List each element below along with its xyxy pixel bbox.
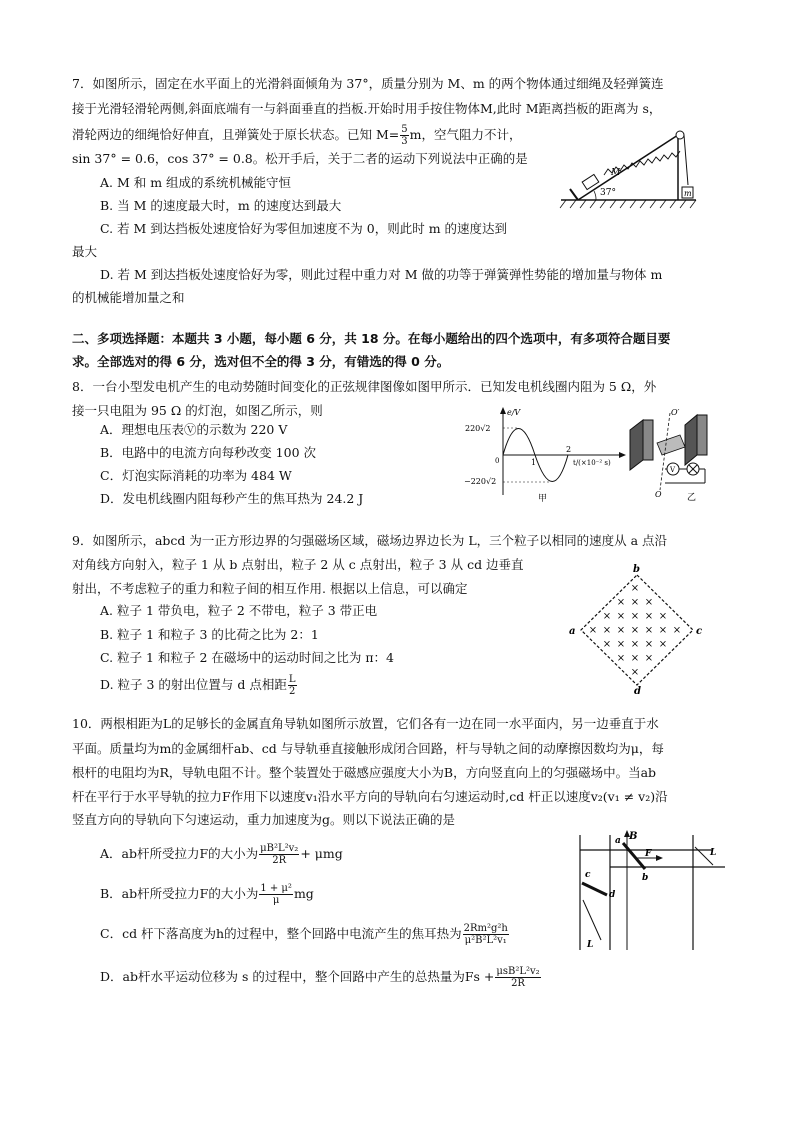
q10-label-b: b [642,873,649,883]
q9-field-cross: × [644,639,654,650]
q10-option-a-text: A．ab杆所受拉力F的大小为 [100,846,259,861]
q8-ylabel: e/V [507,408,521,417]
q10-line4: 杆在平行于水平导轨的拉力F作用下以速度v₁沿水平方向的导轨向右匀速运动时,cd 杆正以速度v₂(v₁ ≠ v₂)沿 [72,789,668,804]
q9-field-cross: × [658,639,668,650]
q7-line3 [72,124,521,147]
q9-field-cross: × [630,639,640,650]
q7-option-d[interactable]: D. 若 M 到达挡板处速度恰好为零，则此过程中重力对 M 做的功等于弹簧弹性势能的增加量与物体 m [100,267,663,282]
q10-option-a-fraction: $\frac{\text{μB²L²v₂}}{2R}$ [260,843,299,866]
q10-label-d: d [609,890,616,900]
q10-option-d-text: D．ab杆水平运动位移为 s 的过程中，整个回路中产生的总热量为Fs + [100,969,495,984]
q8-line2: 接一只电阻为 95 Ω 的灯泡，如图乙所示，则 [72,403,323,418]
q7-angle-label: 37° [600,188,616,198]
q8-option-b[interactable]: B．电路中的电流方向每秒改变 100 次 [100,445,316,460]
q10-option-c-text: C．cd 杆下落高度为h的过程中，整个回路中电流产生的焦耳热为 [100,926,462,941]
q9-field-cross: × [602,625,612,636]
q9-field-cross: × [658,625,668,636]
q7-line4: sin 37° = 0.6，cos 37° = 0.8。松开手后，关于二者的运动下列说法中正确的是 [72,151,528,166]
q9-field-cross: × [616,611,626,622]
q10-line3: 根杆的电阻均为R，导轨电阻不计。整个装置处于磁感应强度大小为B，方向竖直向上的匀强磁场中。当ab [72,765,657,780]
q8-generator-figure [625,405,725,505]
section2-header-line1: 二、多项选择题：本题共 3 小题，每小题 6 分，共 18 分。在每小题给出的四个选项中，有多项符合题目要 [72,331,671,346]
q10-line1: 10．两根相距为L的足够长的金属直角导轨如图所示放置，它们各有一边在同一水平面内，另一边垂直于水 [72,716,659,731]
q10-option-a-tail: + μmg [300,846,343,861]
q8-caption-left: 甲 [538,494,548,504]
q8-origin: 0 [495,457,500,465]
q10-option-d-fraction: $\frac{\text{μsB²L²v₂}}{2R}$ [496,966,540,989]
q9-field-cross: × [630,611,640,622]
q9-option-b[interactable]: B. 粒子 1 和粒子 3 的比荷之比为 2：1 [100,627,319,642]
q9-label-a: a [569,626,576,637]
q10-option-b-text: B．ab杆所受拉力F的大小为 [100,886,259,901]
q9-line3: 射出，不考虑粒子的重力和粒子间的相互作用. 根据以上信息，可以确定 [72,581,468,596]
q8-ymax: 220√2 [465,424,491,433]
q8-voltmeter-symbol: V [670,466,676,474]
q10-label-B: B [629,831,638,842]
q7-label-M: M [611,168,621,178]
q10-label-F: F [645,849,652,859]
q7-line1: 7．如图所示，固定在水平面上的光滑斜面倾角为 37°，质量分别为 M、m 的两个物体通过细绳及轻弹簧连 [72,76,664,91]
q8-option-a[interactable]: A．理想电压表Ⓥ的示数为 220 V [100,422,288,437]
q8-option-c[interactable]: C．灯泡实际消耗的功率为 484 W [100,468,292,483]
q8-ymin: −220√2 [464,477,497,486]
q8-option-d[interactable]: D．发电机线圈内阻每秒产生的焦耳热为 24.2 J [100,491,364,506]
q10-option-d[interactable] [100,966,542,989]
q9-field-cross: × [672,625,682,636]
q10-option-a[interactable] [100,843,343,866]
q8-tick2: 2 [566,445,572,454]
q9-field-cross: × [602,611,612,622]
q9-field-cross: × [616,597,626,608]
q10-option-c-fraction: $\frac{\text{2Rm²g²h}}{\text{μ²B²L²v₁}}$ [463,923,508,946]
q9-field-cross: × [616,653,626,664]
q7-line3b: m，空气阻力不计， [409,127,522,142]
q9-label-c: c [696,626,703,637]
q10-line2: 平面。质量均为m的金属细杆ab、cd 与导轨垂直接触形成闭合回路，杆与导轨之间的动摩擦因数均为μ，每 [72,741,664,756]
q9-field-cross: × [630,597,640,608]
q10-label-a: a [615,836,621,846]
q9-field-cross: × [602,639,612,650]
q9-field-cross: × [630,667,640,678]
q7-mass-ratio: $\frac{5}{3}$ [401,124,408,147]
q9-field-cross: × [616,639,626,650]
q9-field-cross: × [658,611,668,622]
q10-option-c[interactable] [100,923,510,946]
q10-option-b[interactable] [100,883,314,906]
q9-field-cross: × [644,597,654,608]
q9-field-cross: × [630,625,640,636]
q8-caption-right: 乙 [687,493,697,503]
q10-label-L2: L [587,940,594,950]
q9-option-c[interactable]: C. 粒子 1 和粒子 2 在磁场中的运动时间之比为 π：4 [100,650,395,665]
q9-field-cross: × [630,653,640,664]
q9-field-cross: × [588,625,598,636]
q9-magnetic-field-figure [565,560,705,695]
q9-field-cross: × [630,583,640,594]
q9-field-cross: × [616,625,626,636]
q7-line3a: 滑轮两边的细绳恰好伸直，且弹簧处于原长状态。已知 M= [72,127,400,142]
q8-line1: 8．一台小型发电机产生的电动势随时间变化的正弦规律图像如图甲所示．已知发电机线圈内阻为 5 Ω，外 [72,379,657,394]
q9-option-d-text: D. 粒子 3 的射出位置与 d 点相距 [100,677,287,692]
q10-label-L1: L [710,848,717,858]
q7-option-c[interactable]: C. 若 M 到达挡板处速度恰好为零但加速度不为 0，则此时 m 的速度达到 [100,221,508,236]
q8-label-O2: O′ [671,408,680,417]
q9-line1: 9．如图所示，abcd 为一正方形边界的匀强磁场区域，磁场边界边长为 L，三个粒子以相同的速度从 a 点沿 [72,533,668,548]
q10-rails-figure [565,825,730,955]
q10-label-c: c [585,870,591,880]
q9-field-cross: × [644,625,654,636]
q7-option-c-cont: 最大 [72,244,98,259]
q10-option-b-fraction: $\frac{\text{1 + μ²}}{\mu}$ [260,883,292,906]
q8-tick1: 1 [531,458,537,467]
q9-line2: 对角线方向射入，粒子 1 从 b 点射出，粒子 2 从 c 点射出，粒子 3 从 cd 边垂直 [72,557,524,572]
q7-option-a[interactable]: A. M 和 m 组成的系统机械能守恒 [100,175,292,190]
q8-xlabel: t/(×10⁻² s) [573,459,611,467]
q8-emf-graph [463,405,628,505]
section2-header-line2: 求。全部选对的得 6 分，选对但不全的得 3 分，有错选的得 0 分。 [72,354,450,369]
q9-field-cross: × [644,611,654,622]
q7-incline-figure [556,125,701,210]
q7-option-b[interactable]: B. 当 M 的速度最大时，m 的速度达到最大 [100,198,342,213]
q7-label-m: m [684,189,692,198]
q9-label-b: b [633,564,640,575]
q9-option-d[interactable] [100,674,298,697]
q10-line5: 竖直方向的导轨向下匀速运动，重力加速度为g。则以下说法正确的是 [72,812,456,827]
q10-option-b-tail: mg [293,886,314,901]
q7-option-d-cont: 的机械能增加量之和 [72,290,185,305]
q7-line2: 接于光滑轻滑轮两侧,斜面底端有一与斜面垂直的挡板.开始时用手按住物体M,此时 M距离挡板的距离为 s， [72,101,662,116]
q9-field-cross: × [644,653,654,664]
q8-label-O: O [655,490,662,499]
q9-label-d: d [634,686,641,695]
q9-option-d-fraction: $\frac{L}{2}$ [288,674,296,697]
q9-option-a[interactable]: A. 粒子 1 带负电，粒子 2 不带电，粒子 3 带正电 [100,603,378,618]
